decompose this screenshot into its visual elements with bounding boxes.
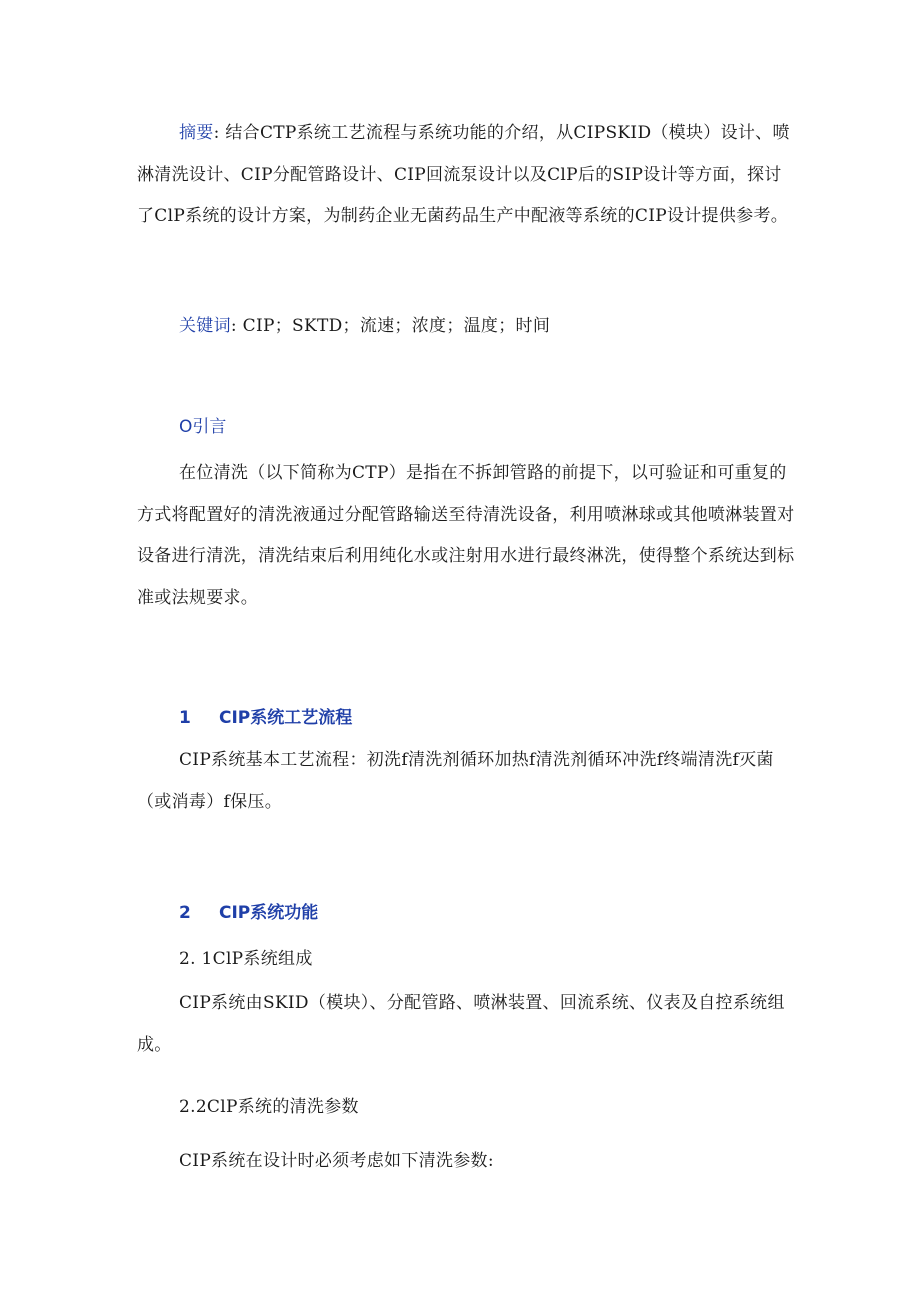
section1-body-block (137, 740, 797, 823)
abstract-text: : 结合CTP系统工艺流程与系统功能的介绍，从CIPSKID（模块）设计、喷淋清洗设计、CIP分配管路设计、CIP回流泵设计以及ClP后的SIP设计等方面，探讨了ClP系统的设计方案，为制药企业无菌药品生产中配液等系统的CIP设计提供参考。 (137, 123, 790, 226)
section2-1-paragraph: CIP系统由SKID（模块）、分配管路、喷淋装置、回流系统、仪表及自控系统组成。 (137, 993, 785, 1055)
keywords-block (137, 306, 797, 348)
section-title: CIP系统功能 (219, 903, 319, 923)
section2-1-body-block (137, 983, 797, 1066)
subsection-heading-2-2: 2.2ClP系统的清洗参数 (179, 1097, 359, 1117)
intro-paragraph: 在位清洗（以下简称为CTP）是指在不拆卸管路的前提下，以可验证和可重复的方式将配置好的清洗液通过分配管路输送至待清洗设备，利用喷淋球或其他喷淋装置对设备进行清洗，清洗结束后利用纯化水或注射用水进行最终淋洗，使得整个系统达到标准或法规要求。 (137, 463, 795, 608)
section-heading-1 (179, 703, 352, 728)
abstract-label: 摘要 (179, 123, 214, 143)
abstract-paragraph (137, 113, 797, 238)
keywords-paragraph (137, 306, 797, 348)
section1-paragraph: CIP系统基本工艺流程：初洗f清洗剂循环加热f清洗剂循环冲洗f终端清洗f灭菌（或消毒）f保压。 (137, 750, 774, 812)
section-number: 1 (179, 708, 191, 728)
section2-2-paragraph: CIP系统在设计时必须考虑如下清洗参数: (179, 1151, 494, 1171)
intro-body-block (137, 453, 797, 619)
section-title: CIP系统工艺流程 (219, 708, 353, 728)
section-heading-intro: O引言 (179, 417, 227, 437)
section-heading-2 (179, 898, 318, 923)
section-number: 2 (179, 903, 191, 923)
keywords-text: : CIP；SKTD；流速；浓度；温度；时间 (230, 316, 551, 336)
keywords-label: 关键词 (179, 316, 231, 336)
abstract-block (137, 113, 797, 238)
subsection-heading-2-1: 2. 1ClP系统组成 (179, 949, 313, 969)
